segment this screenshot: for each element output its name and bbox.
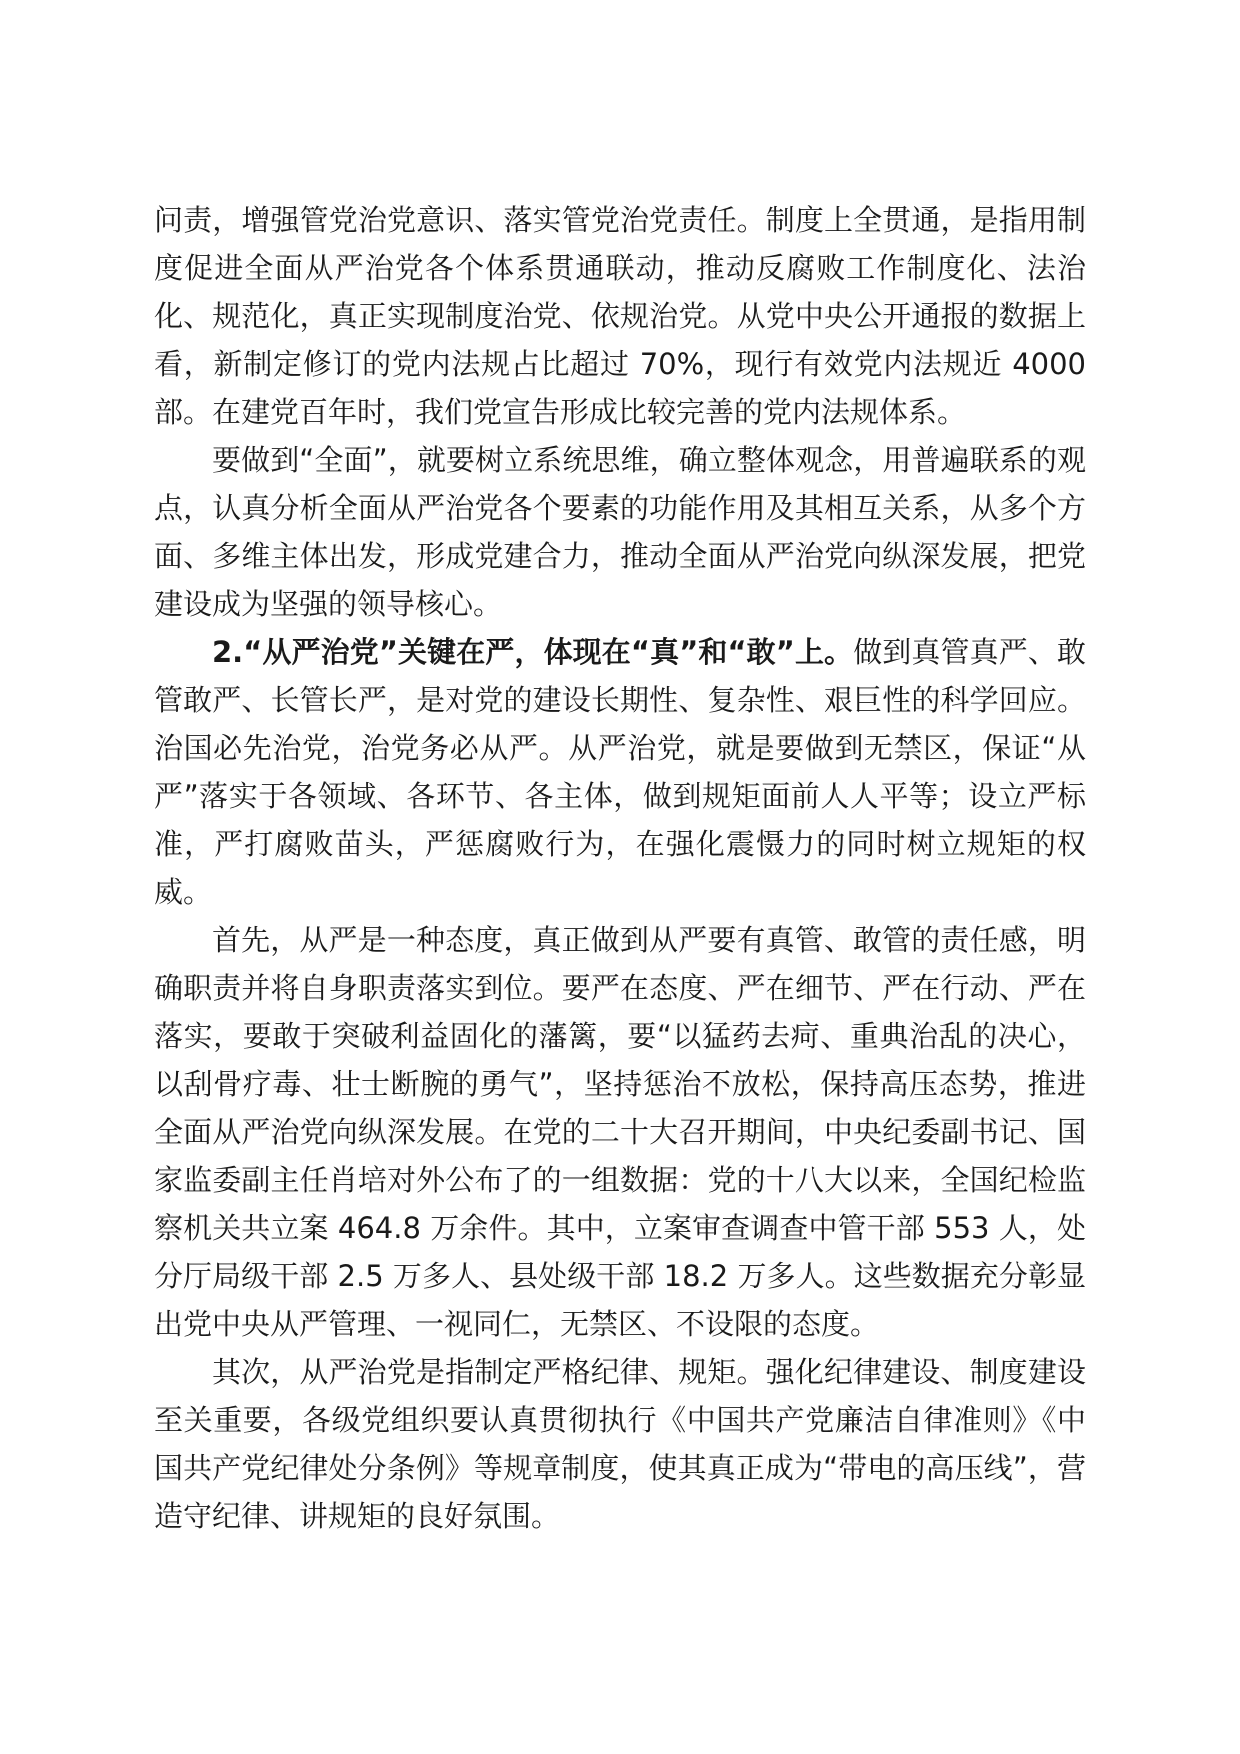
paragraph-3 xyxy=(154,628,1086,916)
paragraph-2 xyxy=(154,436,1086,628)
paragraph-1 xyxy=(154,196,1086,436)
paragraph-4 xyxy=(154,916,1086,1348)
paragraph-1-text: 问责，增强管党治党意识、落实管党治党责任。制度上全贯通，是指用制度促进全面从严治党各个体系贯通联动，推动反腐败工作制度化、法治化、规范化，真正实现制度治党、依规治党。从党中央公开通报的数据上看，新制定修订的党内法规占比超过 70%，现行有效党内法规近 4000 部。在建党百年时，我们党宣告形成比较完善的党内法规体系。 xyxy=(154,203,1086,429)
paragraph-5 xyxy=(154,1348,1086,1540)
paragraph-3-text: 做到真管真严、敢管敢严、长管长严，是对党的建设长期性、复杂性、艰巨性的科学回应。治国必先治党，治党务必从严。从严治党，就是要做到无禁区，保证“从严”落实于各领域、各环节、各主体，做到规矩面前人人平等；设立严标准，严打腐败苗头，严惩腐败行为，在强化震慑力的同时树立规矩的权威。 xyxy=(154,635,1086,909)
section-heading: 2.“从严治党”关键在严，体现在“真”和“敢”上。 xyxy=(212,635,854,669)
paragraph-4-text: 首先，从严是一种态度，真正做到从严要有真管、敢管的责任感，明确职责并将自身职责落实到位。要严在态度、严在细节、严在行动、严在落实，要敢于突破利益固化的藩篱，要“以猛药去疴、重典治乱的决心，以刮骨疗毒、壮士断腕的勇气”，坚持惩治不放松，保持高压态势，推进全面从严治党向纵深发展。在党的二十大召开期间，中央纪委副书记、国家监委副主任肖培对外公布了的一组数据：党的十八大以来，全国纪检监察机关共立案 464.8 万余件。其中，立案审查调查中管干部 553 人，处分厅局级干部 2.5 万多人、县处级干部 18.2 万多人。这些数据充分彰显出党中央从严管理、一视同仁，无禁区、不设限的态度。 xyxy=(154,923,1086,1341)
paragraph-5-text: 其次，从严治党是指制定严格纪律、规矩。强化纪律建设、制度建设至关重要，各级党组织要认真贯彻执行《中国共产党廉洁自律准则》《中国共产党纪律处分条例》等规章制度，使其真正成为“带电的高压线”，营造守纪律、讲规矩的良好氛围。 xyxy=(154,1355,1086,1533)
document-body xyxy=(154,196,1086,1540)
paragraph-2-text: 要做到“全面”，就要树立系统思维，确立整体观念，用普遍联系的观点，认真分析全面从严治党各个要素的功能作用及其相互关系，从多个方面、多维主体出发，形成党建合力，推动全面从严治党向纵深发展，把党建设成为坚强的领导核心。 xyxy=(154,443,1086,621)
